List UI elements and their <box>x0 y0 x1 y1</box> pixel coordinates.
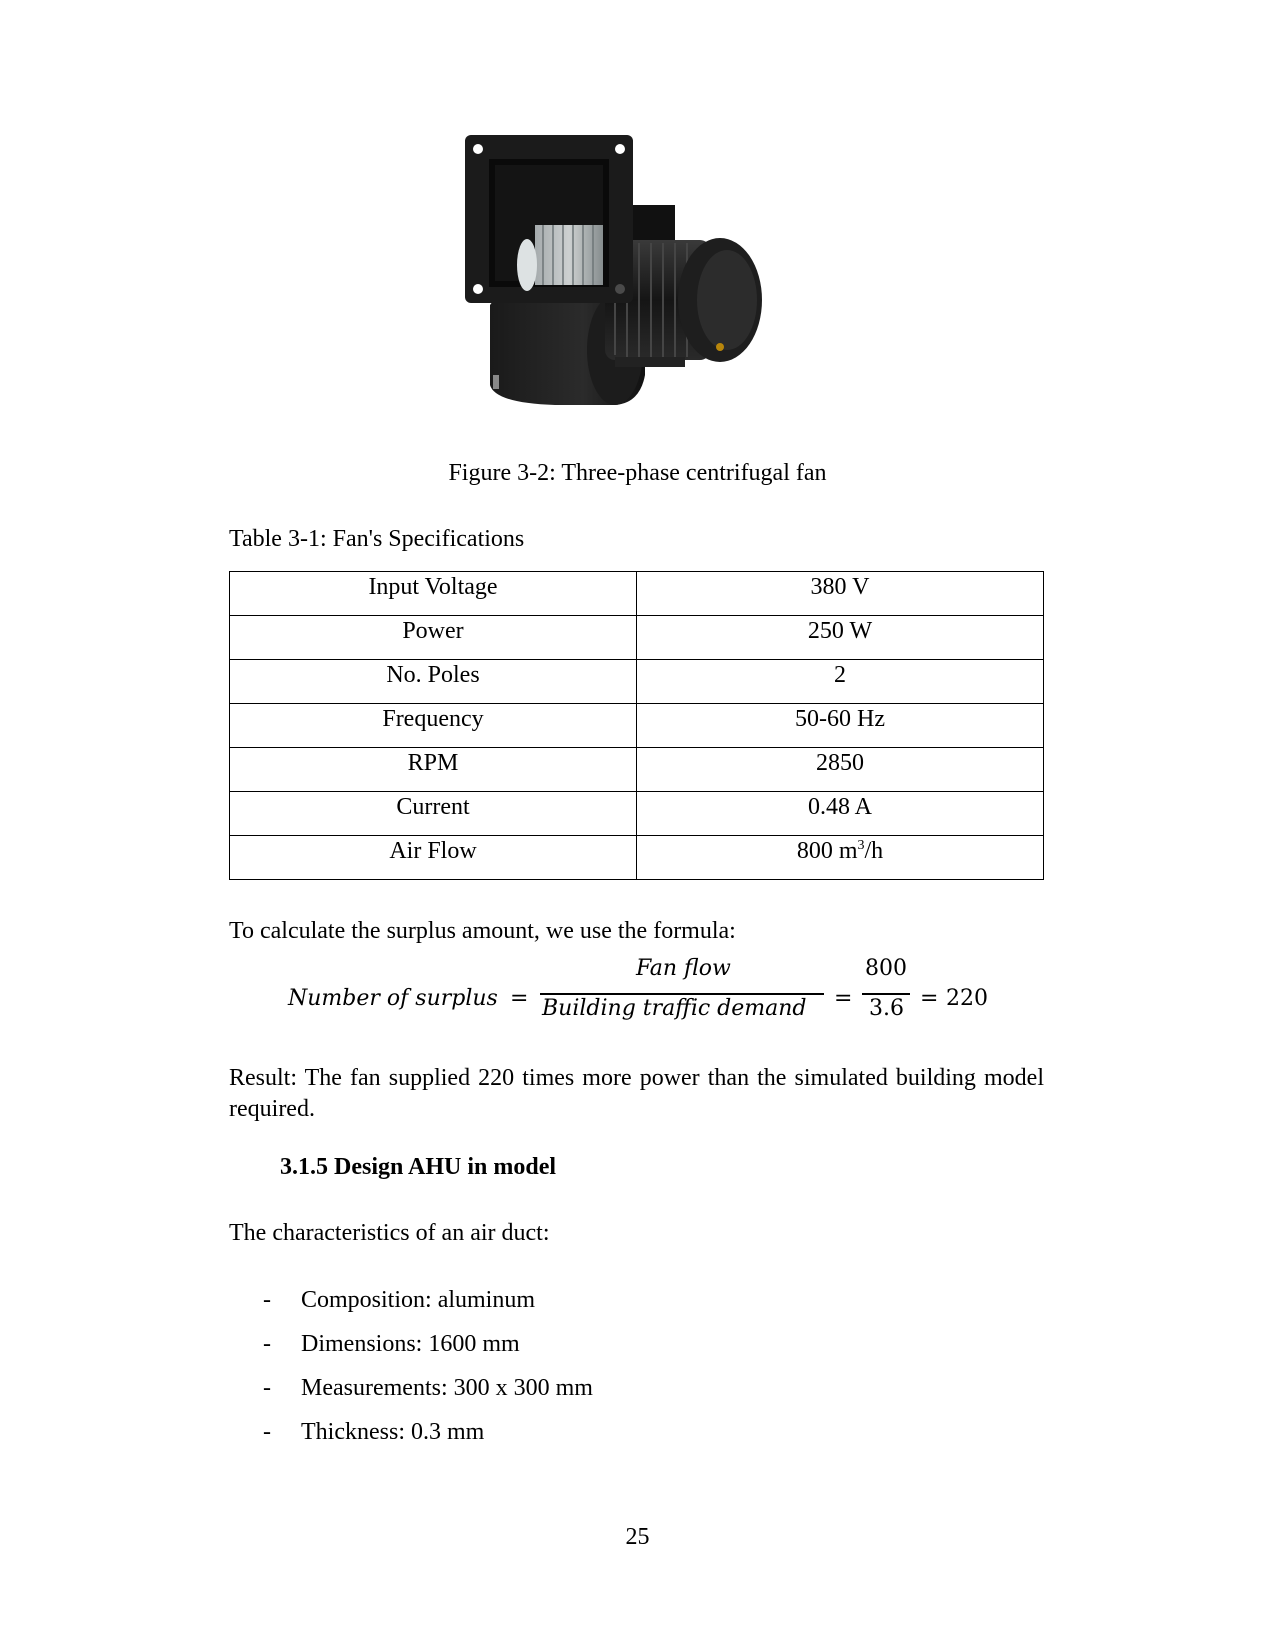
list-item <box>263 1329 593 1373</box>
spec-label: Power <box>230 616 637 660</box>
table-row <box>230 836 1044 880</box>
table-row <box>230 792 1044 836</box>
formula-equals-3: = <box>920 986 939 1011</box>
formula-denominator-3-6: 3.6 <box>869 996 904 1021</box>
list-item <box>263 1373 593 1417</box>
table-row <box>230 704 1044 748</box>
list-item-text: Measurements: 300 x 300 mm <box>301 1375 593 1401</box>
result-paragraph: Result: The fan supplied 220 times more power than the simulated building model required. <box>229 1065 1044 1122</box>
formula-numerator-fan-flow: Fan flow <box>636 956 731 981</box>
formula-lhs: Number of surplus <box>288 986 498 1011</box>
list-item-text: Dimensions: 1600 mm <box>301 1331 520 1357</box>
formula-denominator-demand: Building traffic demand <box>542 996 807 1021</box>
formula-equals-1: = <box>510 986 529 1011</box>
formula-numerator-800: 800 <box>865 956 907 981</box>
list-item-text: Thickness: 0.3 mm <box>301 1419 485 1445</box>
spec-value: 50-60 Hz <box>637 704 1044 748</box>
bullet-dash: - <box>263 1419 271 1445</box>
air-flow-value: 800 m <box>796 838 858 864</box>
spec-value: 380 V <box>637 572 1044 616</box>
spec-label: Frequency <box>230 704 637 748</box>
section-heading: 3.1.5 Design AHU in model <box>280 1154 557 1180</box>
spec-value: 250 W <box>637 616 1044 660</box>
section-intro: The characteristics of an air duct: <box>229 1220 550 1246</box>
formula-result: 220 <box>946 986 988 1011</box>
centrifugal-fan-photo <box>465 135 800 420</box>
formula-intro: To calculate the surplus amount, we use the formula: <box>229 918 736 944</box>
spec-label: Air Flow <box>230 836 637 880</box>
list-item <box>263 1417 593 1461</box>
table-row <box>230 572 1044 616</box>
air-flow-unit-suffix: /h <box>864 838 884 864</box>
list-item-text: Composition: aluminum <box>301 1287 536 1313</box>
spec-value: 0.48 A <box>637 792 1044 836</box>
table-row <box>230 748 1044 792</box>
bullet-dash: - <box>263 1375 271 1401</box>
spec-label: No. Poles <box>230 660 637 704</box>
spec-label: Current <box>230 792 637 836</box>
spec-label: RPM <box>230 748 637 792</box>
fraction-bar-1 <box>540 993 824 995</box>
bullet-dash: - <box>263 1331 271 1357</box>
table-row <box>230 616 1044 660</box>
formula-equals-2: = <box>834 986 853 1011</box>
bullet-dash: - <box>263 1287 271 1313</box>
list-item <box>263 1285 593 1329</box>
air-duct-characteristics-list <box>263 1285 593 1461</box>
spec-value: 2 <box>637 660 1044 704</box>
spec-value <box>637 836 1044 880</box>
fraction-bar-2 <box>862 993 910 995</box>
spec-value: 2850 <box>637 748 1044 792</box>
air-flow-exponent: 3 <box>857 838 865 853</box>
table-caption: Table 3-1: Fan's Specifications <box>229 526 525 552</box>
spec-label: Input Voltage <box>230 572 637 616</box>
fan-specifications-table <box>229 571 1044 880</box>
table-row <box>230 660 1044 704</box>
page-number: 25 <box>625 1524 650 1550</box>
figure-caption: Figure 3-2: Three-phase centrifugal fan <box>448 460 827 486</box>
